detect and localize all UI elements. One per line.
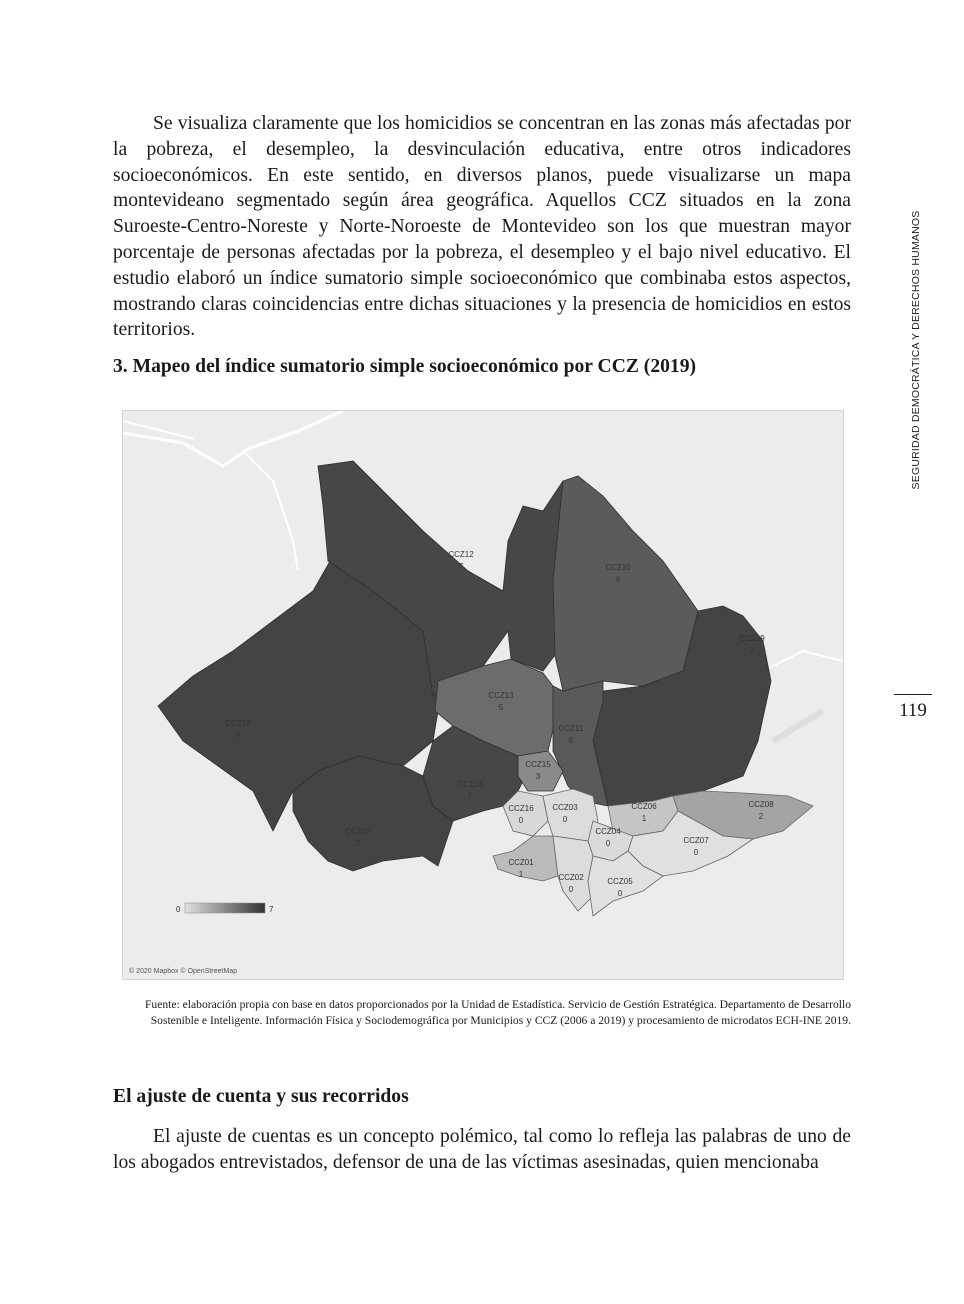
- zone-label-ccz13: CCZ13: [488, 691, 514, 700]
- zone-label-ccz09: CCZ09: [739, 634, 765, 643]
- ccz-choropleth-map: [122, 410, 844, 980]
- map-attribution: © 2020 Mapbox © OpenStreetMap: [129, 968, 237, 975]
- zone-value-ccz11: 6: [568, 736, 574, 745]
- zone-label-ccz05: CCZ05: [607, 877, 633, 886]
- zone-value-ccz15: 3: [535, 772, 541, 781]
- zone-value-ccz09: 7: [749, 646, 755, 655]
- zone-value-ccz08: 2: [758, 812, 764, 821]
- zone-label-ccz12: CCZ12: [448, 550, 474, 559]
- legend-min-label: 0: [176, 905, 181, 914]
- zone-value-ccz01: 1: [518, 870, 524, 879]
- zone-value-ccz03: 0: [562, 815, 568, 824]
- zone-label-ccz18: CCZ18: [225, 719, 251, 728]
- zone-value-ccz05: 0: [617, 889, 623, 898]
- zone-label-ccz04: CCZ04: [595, 827, 621, 836]
- zone-label-ccz16: CCZ16: [508, 804, 534, 813]
- body-paragraph-1: Se visualiza claramente que los homicidios se concentran en las zonas más afectadas por la pobreza, el desempleo, la desvinculación educativa, entre otros indicadores socioeconómicos. En este sentido, en diversos planos, puede visualizarse un mapa montevideano segmentado según área geográfica. Aquellos CCZ situados en la zona Suroeste-Centro-Noreste y Norte-Noroeste de Montevideo son los que muestran mayor porcentaje de personas afectadas por la pobreza, el desempleo y el bajo nivel educativo. El estudio elaboró un índice sumatorio simple socioeconómico que combinaba estos aspectos, mostrando claras coincidencias entre dichas situaciones y la presencia de homicidios en estos territorios.: [113, 113, 851, 341]
- running-header-text: SEGURIDAD DEMOCRÁTICA Y DERECHOS HUMANOS: [910, 210, 922, 490]
- zone-value-ccz16: 0: [518, 816, 524, 825]
- legend-gradient-bar: [185, 903, 265, 913]
- zone-value-ccz07: 0: [693, 848, 699, 857]
- zone-label-ccz14: CCZ14: [457, 780, 483, 789]
- legend-max-label: 7: [269, 905, 274, 914]
- zone-label-ccz02: CCZ02: [558, 873, 584, 882]
- zone-value-ccz04: 0: [605, 839, 611, 848]
- zone-value-ccz10: 6: [615, 575, 621, 584]
- zone-label-ccz17: CCZ17: [345, 827, 371, 836]
- zone-label-ccz03: CCZ03: [552, 803, 578, 812]
- zone-value-ccz12: 7: [458, 562, 464, 571]
- page-number-rule: [894, 694, 932, 695]
- body-paragraph-2: El ajuste de cuentas es un concepto polémico, tal como lo refleja las palabras de uno de los abogados entrevistados, defensor de una de las víctimas asesinadas, quien mencionaba: [113, 1126, 851, 1173]
- zone-value-ccz14: 7: [467, 792, 473, 801]
- section-heading: El ajuste de cuenta y sus recorridos: [113, 1086, 409, 1107]
- zone-label-ccz10: CCZ10: [605, 563, 631, 572]
- zone-label-ccz07: CCZ07: [683, 836, 709, 845]
- zone-value-ccz18: 7: [235, 731, 241, 740]
- figure-caption: Fuente: elaboración propia con base en datos proporcionados por la Unidad de Estadística. Servicio de Gestión Estratégica. Departamento de Desarrollo Sostenible e Inteligente. Información Física y Sociodemográfica por Municipios y CCZ (2006 a 2019) y procesamiento de microdatos ECH-INE 2019.: [144, 998, 851, 1027]
- zone-label-ccz06: CCZ06: [631, 802, 657, 811]
- zone-value-ccz17: 7: [355, 839, 361, 848]
- zone-label-ccz11: CCZ11: [558, 724, 584, 733]
- running-header-vertical: [904, 190, 928, 510]
- zone-label-ccz08: CCZ08: [748, 800, 774, 809]
- map-heading: 3. Mapeo del índice sumatorio simple socioeconómico por CCZ (2019): [113, 356, 697, 377]
- zone-value-ccz06: 1: [641, 814, 647, 823]
- zone-label-ccz01: CCZ01: [508, 858, 534, 867]
- page-number: 119: [899, 700, 927, 721]
- zone-value-ccz02: 0: [568, 885, 574, 894]
- zone-label-ccz15: CCZ15: [525, 760, 551, 769]
- zone-value-ccz13: 5: [498, 703, 504, 712]
